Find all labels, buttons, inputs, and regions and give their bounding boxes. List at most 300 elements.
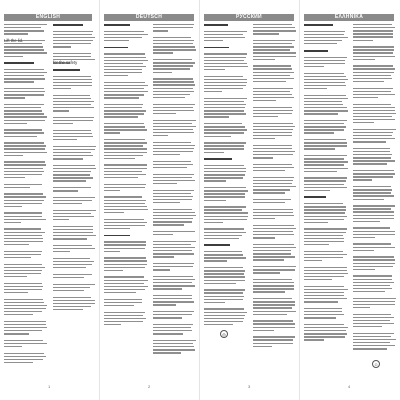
body-text-line (304, 57, 347, 58)
body-text-line (153, 24, 194, 25)
body-text-line (153, 107, 193, 108)
body-text-line (204, 76, 243, 77)
body-text-line (53, 165, 95, 166)
body-text-line (53, 245, 92, 246)
body-text-line (104, 113, 144, 114)
body-text-line (53, 197, 95, 198)
body-text-line (304, 158, 344, 159)
body-text-line (204, 148, 244, 149)
body-text-line (53, 284, 95, 285)
body-text-line (53, 146, 96, 147)
body-text-line (153, 193, 191, 194)
body-text-line (4, 184, 42, 185)
body-text-line (104, 88, 144, 89)
body-text-line (153, 91, 194, 92)
body-text-line (53, 174, 90, 175)
body-text-line (304, 254, 347, 255)
page-number: 3 (248, 384, 251, 389)
body-text-line (304, 132, 334, 133)
body-text-line (353, 275, 392, 276)
body-text-line (353, 163, 387, 164)
body-text-line (304, 212, 345, 213)
body-text-line (153, 120, 196, 121)
page-number: 4 (348, 384, 351, 389)
body-text-line (253, 269, 295, 270)
body-text-line (53, 79, 92, 80)
body-text-line (353, 88, 393, 89)
body-text-line (304, 232, 346, 233)
body-text-line (353, 301, 395, 302)
body-text-line (104, 139, 145, 140)
body-text-line (253, 336, 295, 337)
body-text-line (153, 212, 195, 213)
body-text-line (153, 164, 193, 165)
body-text-line (153, 298, 192, 299)
body-text-line (253, 65, 291, 66)
body-text-line (253, 148, 292, 149)
body-text-line (104, 75, 128, 76)
body-text-line (253, 40, 295, 41)
body-text-line (253, 330, 274, 331)
body-text-line (4, 333, 29, 334)
body-text-line (153, 180, 195, 181)
body-text-line (204, 209, 242, 210)
body-text-line (353, 141, 386, 142)
body-text-line (204, 91, 222, 92)
body-text-line (353, 304, 395, 305)
body-text-line (353, 227, 390, 228)
body-text-line (353, 247, 395, 248)
body-text-line (253, 49, 290, 50)
body-text-line (153, 145, 195, 146)
body-text-line (353, 135, 392, 136)
body-text-line (253, 107, 292, 108)
body-text-line (53, 139, 77, 140)
body-text-line (353, 94, 395, 95)
body-text-line (304, 228, 347, 229)
body-text-line (53, 136, 93, 137)
body-text-line (253, 209, 293, 210)
body-text-line (104, 184, 146, 185)
body-text-line (253, 192, 285, 193)
body-text-line (53, 290, 84, 291)
body-text-line (304, 63, 345, 64)
body-text-line (104, 63, 143, 64)
section-heading-line (204, 158, 232, 160)
body-text-line (104, 241, 146, 242)
body-text-line (53, 235, 96, 236)
body-text-line (4, 113, 44, 114)
body-text-line (253, 24, 292, 25)
body-text-line (4, 104, 44, 105)
body-text-line (204, 40, 223, 41)
body-text-line (153, 234, 173, 235)
body-text-line (53, 309, 83, 310)
body-text-line (104, 152, 147, 153)
body-text-line (353, 148, 390, 149)
body-text-line (253, 259, 284, 260)
body-text-line (353, 195, 394, 196)
body-text-line (353, 65, 393, 66)
body-text-line (4, 78, 45, 79)
body-text-line (253, 279, 292, 280)
body-text-line (104, 110, 146, 111)
body-text-line (204, 206, 246, 207)
body-text-line (53, 101, 94, 102)
body-text-line (204, 152, 224, 153)
body-text-line (353, 263, 395, 264)
body-text-line (304, 161, 348, 162)
body-text-line (104, 196, 142, 197)
body-text-line (304, 324, 344, 325)
body-text-line (4, 222, 21, 223)
body-text-line (304, 251, 343, 252)
body-text-line (53, 264, 92, 265)
body-text-line (204, 34, 243, 35)
body-text-line (253, 266, 296, 267)
body-text-line (4, 241, 43, 242)
text-subcolumn (153, 24, 196, 372)
body-text-line (304, 145, 347, 146)
body-text-line (304, 295, 344, 296)
body-text-line (253, 157, 273, 158)
body-text-line (353, 291, 385, 292)
body-text-line (53, 104, 91, 105)
body-text-line (4, 292, 28, 293)
body-text-line (304, 66, 324, 67)
body-text-line (304, 209, 346, 210)
body-text-line (104, 123, 144, 124)
body-text-line (253, 291, 285, 292)
body-text-line (253, 164, 292, 165)
body-text-line (253, 346, 272, 347)
body-text-line (4, 33, 28, 34)
body-text-line (353, 237, 375, 238)
body-text-line (304, 184, 344, 185)
body-text-line (204, 129, 247, 130)
body-text-line (353, 215, 394, 216)
body-text-line (4, 129, 42, 130)
body-text-line (204, 200, 226, 201)
body-text-line (304, 180, 346, 181)
body-text-line (304, 203, 343, 204)
body-text-line (304, 88, 327, 89)
body-text-line (153, 94, 190, 95)
section-heading-line (53, 69, 80, 71)
body-text-line (304, 129, 344, 130)
body-text-line (353, 97, 378, 98)
body-text-line (353, 170, 394, 171)
recycling-mark-icon: ♲ (372, 360, 380, 368)
body-text-line (204, 324, 233, 325)
body-text-line (4, 168, 43, 169)
body-text-line (104, 40, 129, 41)
body-text-line (304, 82, 345, 83)
body-text-line (204, 235, 242, 236)
body-text-line (304, 292, 344, 293)
body-text-line (353, 339, 396, 340)
body-text-line (304, 276, 344, 277)
body-text-line (253, 116, 278, 117)
body-text-line (4, 212, 42, 213)
text-subcolumn (204, 24, 248, 372)
body-text-line (53, 85, 92, 86)
body-text-line (53, 297, 91, 298)
body-text-line (4, 69, 44, 70)
body-text-line (153, 97, 185, 98)
body-text-line (304, 139, 346, 140)
body-text-line (4, 343, 47, 344)
body-text-line (104, 187, 145, 188)
body-text-line (304, 171, 337, 172)
body-text-line (304, 110, 348, 111)
body-text-line (153, 263, 194, 264)
body-text-line (4, 81, 34, 82)
body-text-line (104, 270, 123, 271)
body-text-line (4, 136, 37, 137)
body-text-line (153, 88, 193, 89)
body-text-line (4, 27, 41, 28)
body-text-line (353, 56, 395, 57)
body-text-line (53, 190, 78, 191)
body-text-line (353, 27, 395, 28)
body-text-line (53, 123, 73, 124)
body-text-line (204, 318, 244, 319)
body-text-line (4, 91, 45, 92)
body-text-line (153, 224, 184, 225)
body-text-line (153, 40, 194, 41)
body-text-line (353, 231, 395, 232)
body-text-line (353, 250, 374, 251)
body-text-line (53, 180, 86, 181)
body-text-line (253, 183, 292, 184)
body-text-line (304, 98, 348, 99)
body-text-line (53, 229, 93, 230)
body-text-line (204, 60, 244, 61)
body-text-line (104, 305, 134, 306)
body-text-line (153, 279, 195, 280)
body-text-line (4, 251, 42, 252)
body-text-line (353, 342, 390, 343)
body-text-line (204, 222, 223, 223)
body-text-line (53, 107, 94, 108)
body-text-line (253, 126, 295, 127)
body-text-line (4, 283, 42, 284)
body-text-line (304, 327, 348, 328)
section-heading-line (104, 24, 130, 26)
body-text-line (253, 225, 294, 226)
body-text-line (304, 101, 342, 102)
body-text-line (153, 288, 182, 289)
body-text-line (304, 43, 337, 44)
body-text-line (253, 170, 285, 171)
body-text-line (153, 68, 190, 69)
body-text-line (153, 154, 180, 155)
body-text-line (304, 148, 335, 149)
body-text-line (104, 206, 147, 207)
page-number: 2 (148, 384, 151, 389)
body-text-line (204, 63, 247, 64)
body-text-line (253, 234, 294, 235)
body-text-line (253, 288, 294, 289)
body-text-line (53, 31, 93, 32)
body-text-line (153, 244, 191, 245)
body-text-line (4, 72, 47, 73)
body-text-line (204, 82, 247, 83)
body-text-line (253, 123, 293, 124)
body-text-line (104, 318, 146, 319)
body-text-line (53, 158, 83, 159)
body-text-line (204, 228, 244, 229)
body-text-line (353, 189, 392, 190)
section-heading-line (4, 62, 34, 64)
body-text-line (104, 251, 120, 252)
body-text-line (4, 88, 44, 89)
body-text-line (253, 339, 293, 340)
body-text-line (353, 104, 391, 105)
body-text-line (253, 199, 291, 200)
body-text-line (204, 79, 247, 80)
body-text-line (353, 40, 373, 41)
body-text-line (304, 37, 348, 38)
body-text-line (4, 353, 44, 354)
body-text-line (304, 286, 344, 287)
body-text-line (353, 138, 395, 139)
body-text-line (4, 299, 43, 300)
body-text-line (53, 226, 93, 227)
body-text-line (353, 59, 375, 60)
body-text-line (204, 219, 247, 220)
body-text-line (104, 60, 148, 61)
body-text-line (153, 221, 192, 222)
body-text-line (304, 298, 347, 299)
body-text-line (204, 296, 244, 297)
body-text-line (4, 24, 47, 25)
body-text-line (204, 136, 231, 137)
body-text-line (153, 104, 195, 105)
body-text-line (353, 72, 394, 73)
section-heading-line (204, 24, 228, 26)
body-text-line (304, 279, 332, 280)
body-text-line (253, 285, 294, 286)
body-text-line (353, 348, 387, 349)
body-text-line (4, 49, 44, 50)
body-text-line (304, 260, 322, 261)
body-text-line (204, 283, 236, 284)
body-text-line (53, 232, 93, 233)
body-text-line (153, 314, 192, 315)
section-heading-line (104, 47, 128, 49)
body-text-line (253, 154, 293, 155)
body-text-line (153, 295, 192, 296)
body-text-line (153, 183, 177, 184)
body-text-line (4, 324, 46, 325)
body-text-line (353, 49, 394, 50)
body-text-line (53, 46, 71, 47)
body-text-line (353, 176, 393, 177)
body-text-line (353, 234, 395, 235)
body-text-line (353, 256, 394, 257)
body-text-line (253, 304, 295, 305)
body-text-line (204, 273, 244, 274)
body-text-line (153, 62, 195, 63)
body-text-line (53, 117, 94, 118)
body-text-line (4, 289, 42, 290)
text-column-russian (204, 24, 296, 372)
body-text-line (304, 301, 338, 302)
body-text-line (253, 145, 292, 146)
body-text-line (153, 333, 183, 334)
body-text-line (153, 167, 187, 168)
body-text-line (104, 190, 120, 191)
body-text-line (204, 254, 243, 255)
body-text-line (4, 171, 44, 172)
body-text-line (204, 280, 245, 281)
body-text-line (204, 145, 244, 146)
body-text-line (153, 253, 194, 254)
section-heading-line (53, 24, 83, 26)
body-text-line (353, 259, 395, 260)
body-text-line (104, 302, 142, 303)
body-text-line (104, 203, 145, 204)
body-text-line (253, 78, 294, 79)
body-text-line (353, 320, 390, 321)
body-text-line (353, 199, 384, 200)
body-text-line (104, 244, 146, 245)
body-text-line (304, 257, 343, 258)
body-text-line (53, 277, 84, 278)
body-text-line (4, 330, 42, 331)
section-heading-line (304, 196, 326, 198)
body-text-line (4, 228, 41, 229)
body-text-line (304, 339, 324, 340)
body-text-line (153, 174, 194, 175)
body-text-line (153, 110, 194, 111)
body-text-line (104, 312, 145, 313)
body-text-line (104, 155, 143, 156)
body-text-line (4, 107, 41, 108)
body-text-line (253, 177, 294, 178)
body-text-line (104, 53, 145, 54)
body-text-line (4, 267, 45, 268)
body-text-line (153, 59, 192, 60)
body-text-line (4, 356, 46, 357)
section-heading-line (104, 235, 130, 237)
body-text-line (53, 248, 95, 249)
body-text-line (104, 225, 145, 226)
body-text-line (4, 340, 43, 341)
body-text-line (253, 100, 276, 101)
body-text-line (253, 250, 291, 251)
body-text-line (353, 317, 394, 318)
body-text-line (253, 320, 293, 321)
body-text-line (4, 123, 27, 124)
body-text-line (104, 37, 142, 38)
body-text-line (353, 113, 396, 114)
body-text-line (4, 174, 42, 175)
body-text-line (104, 164, 147, 165)
body-text-line (204, 110, 244, 111)
body-text-line (53, 76, 91, 77)
body-text-line (153, 52, 173, 53)
text-column-greek (304, 24, 396, 372)
body-text-line (353, 110, 395, 111)
body-text-line (353, 129, 396, 130)
body-text-line (353, 345, 395, 346)
body-text-line (304, 155, 347, 156)
body-text-line (104, 85, 148, 86)
body-text-line (304, 187, 347, 188)
